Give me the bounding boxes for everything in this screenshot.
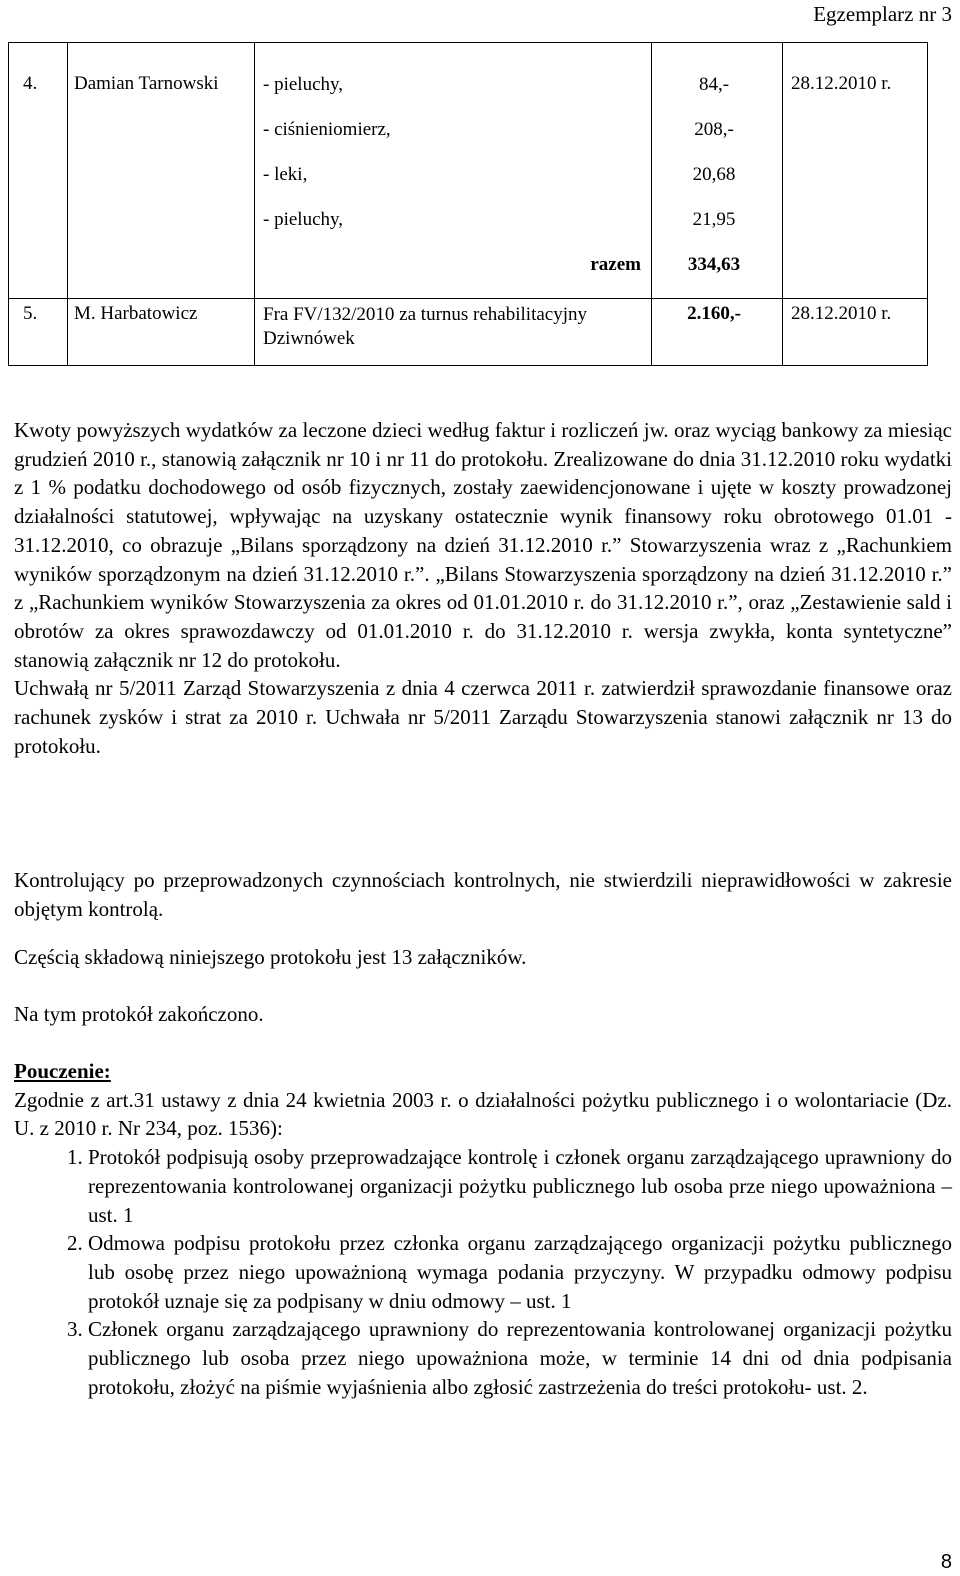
expense-amounts: [652, 43, 783, 299]
paragraph: Uchwałą nr 5/2011 Zarząd Stowarzyszenia z dnia 4 czerwca 2011 r. zatwierdził sprawozdanie finansowe oraz rachunek zysków i strat za 2010 r. Uchwała nr 5/2011 Zarządu Stowarzyszenia stanowi załącznik nr 13 do protokołu.: [14, 676, 952, 758]
paragraph: Częścią składową niniejszego protokołu jest 13 załączników.: [14, 945, 527, 969]
report-body: [14, 416, 952, 760]
expense-date: 28.12.2010 r.: [783, 299, 928, 366]
total-label: razem: [590, 254, 641, 275]
list-item: 2. Odmowa podpisu protokołu przez członka organu zarządzającego organizacji pożytku publicznego lub osobę przez niego upoważnioną wymaga podania przyczyny. W przypadku odmowy podpisu protokół uznaje się za podpisany w dniu odmowy – ust. 1: [88, 1229, 952, 1315]
list-item: 3. Członek organu zarządzającego uprawniony do reprezentowania kontrolowanej organizacji pożytku publicznego lub osoba przez niego upoważniona może, w terminie 14 dni od dnia podpisania protokołu, złożyć na piśmie wyjaśnienia albo zgłosić zastrzeżenia do treści protokołu- ust. 2.: [88, 1315, 952, 1401]
expenses-table: [8, 42, 928, 366]
expense-item: - leki,: [263, 164, 308, 185]
row-number: 4.: [9, 43, 68, 299]
amount: 21,95: [692, 209, 736, 230]
paragraph: Kwoty powyższych wydatków za leczone dzieci według faktur i rozliczeń jw. oraz wyciąg bankowy za miesiąc grudzień 2010 r., stanowią załącznik nr 10 i nr 11 do protokołu. Zrealizowane do dnia 31.12.2010 roku wydatki z 1 % podatku dochodowego od osób fizycznych, zostały zaewidencjonowane i ujęte w koszty prowadzonej działalności statutowej, wpływając na uzyskany ostatecznie wynik finansowy roku obrotowego 01.01 - 31.12.2010, co obrazuje „Bilans sporządzony na dzień 31.12.2010 r.” Stowarzyszenia wraz z „Rachunkiem wyników sporządzonym na dzień 31.12.2010 r.”. „Bilans Stowarzyszenia sporządzony na dzień 31.12.2010 r.” z „Rachunkiem wyników Stowarzyszenia za okres od 01.01.2010 r. do 31.12.2010 r.”, oraz „Zestawienie sald i obrotów za okres sprawozdawczy od 01.01.2010 r. do 31.12.2010 r. wersja zwykła, konta syntetyczne” stanowią załącznik nr 12 do protokołu.: [14, 418, 952, 672]
page-number: 8: [940, 1551, 952, 1573]
closing-note: [14, 1000, 952, 1029]
expense-item: - pieluchy,: [263, 209, 344, 230]
paragraph: Zgodnie z art.31 ustawy z dnia 24 kwietnia 2003 r. o działalności pożytku publicznego i o wolontariacie (Dz. U. z 2010 r. Nr 234, poz. 1536):: [14, 1087, 952, 1141]
report-conclusion: [14, 866, 952, 923]
table-row: [9, 299, 928, 366]
expense-date: 28.12.2010 r.: [783, 43, 928, 299]
total-amount: 334,63: [687, 254, 741, 275]
beneficiary-name: M. Harbatowicz: [68, 299, 255, 366]
expense-items: [255, 43, 652, 299]
paragraph: Kontrolujący po przeprowadzonych czynnościach kontrolnych, nie stwierdzili nieprawidłowości w zakresie objętym kontrolą.: [14, 868, 952, 921]
section-heading: Pouczenie:: [14, 1059, 111, 1083]
expense-description: Fra FV/132/2010 za turnus rehabilitacyjny Dziwnówek: [255, 299, 652, 366]
amount: 208,-: [694, 119, 734, 140]
table-row: [9, 43, 928, 299]
amount: 20,68: [692, 164, 736, 185]
beneficiary-name: Damian Tarnowski: [68, 43, 255, 299]
row-number: 5.: [9, 299, 68, 366]
amount: 84,-: [698, 74, 730, 95]
attachments-note: [14, 943, 952, 972]
instruction-section: [14, 1057, 952, 1401]
paragraph: Na tym protokół zakończono.: [14, 1002, 264, 1026]
expense-item: - ciśnieniomierz,: [263, 119, 391, 140]
list-item: 1. Protokół podpisują osoby przeprowadzające kontrolę i członek organu zarządzającego uprawniony do reprezentowania kontrolowanej organizacji pożytku publicznego lub osoba prze niego upoważniona – ust. 1: [88, 1143, 952, 1229]
expense-item: - pieluchy,: [263, 74, 344, 95]
amount: 2.160,-: [652, 299, 783, 366]
instruction-list: [14, 1143, 952, 1401]
copy-number: Egzemplarz nr 3: [813, 2, 952, 26]
